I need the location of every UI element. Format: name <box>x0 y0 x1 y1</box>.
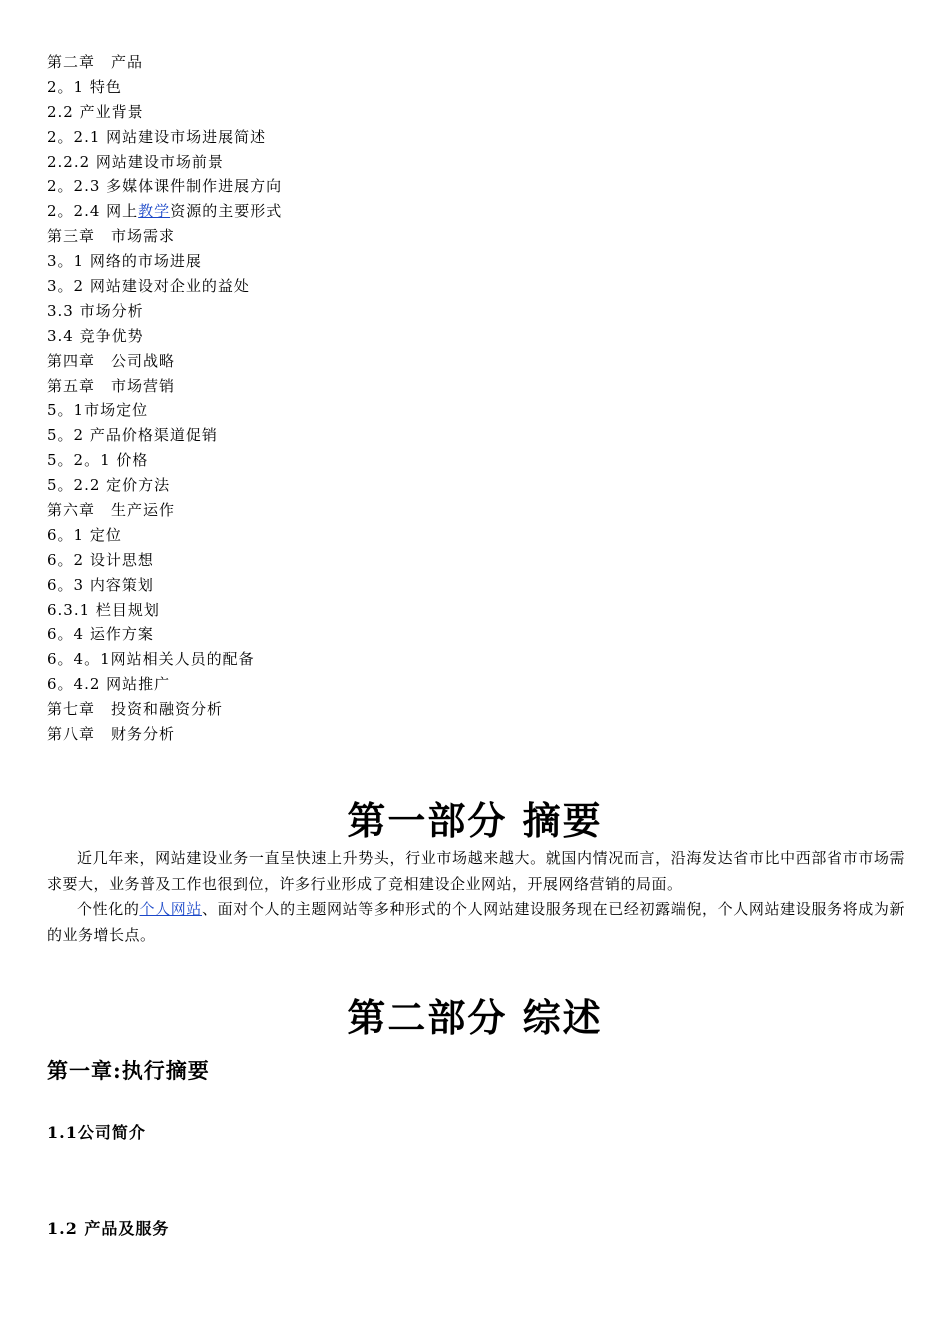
toc-entry: 3。1 网络的市场进展 <box>47 252 202 271</box>
toc-entry: 2。2.1 网站建设市场进展简述 <box>47 127 267 146</box>
toc-entry: 第七章 投资和融资分析 <box>47 700 224 719</box>
toc-entry: 2。1 特色 <box>47 77 122 96</box>
toc-entry: 6。3 内容策划 <box>47 575 154 594</box>
toc-entry: 第六章 生产运作 <box>47 501 176 520</box>
table-of-contents <box>47 50 907 747</box>
toc-entry: 第四章 公司战略 <box>47 351 176 370</box>
toc-entry: 第八章 财务分析 <box>47 725 176 744</box>
toc-entry: 2.2.2 网站建设市场前景 <box>47 152 224 171</box>
toc-entry-with-link <box>47 199 907 224</box>
toc-entry: 5。2。1 价格 <box>47 451 149 470</box>
toc-entry: 6。4 运作方案 <box>47 625 154 644</box>
toc-entry: 6。2 设计思想 <box>47 550 154 569</box>
toc-entry: 6。4.2 网站推广 <box>47 675 171 694</box>
toc-entry: 2。2.3 多媒体课件制作进展方向 <box>47 177 283 196</box>
summary-body <box>47 846 905 948</box>
toc-entry: 5。2 产品价格渠道促销 <box>47 426 218 445</box>
toc-text: 2。2.4 网上 <box>47 202 139 221</box>
toc-text: 资源的主要形式 <box>170 202 283 221</box>
toc-entry: 3.3 市场分析 <box>47 301 144 320</box>
section-1-1-heading: 1.1公司简介 <box>47 1123 146 1142</box>
toc-entry: 3.4 竞争优势 <box>47 326 144 345</box>
summary-paragraph-1: 近几年来，网站建设业务一直呈快速上升势头，行业市场越来越大。就国内情况而言，沿海发达省市比中西部省市市场需求要大，业务普及工作也很到位，许多行业形成了竞相建设企业网站，开展网络营销的局面。 <box>47 849 905 893</box>
teaching-link[interactable]: 教学 <box>138 202 171 221</box>
toc-entry: 5。1市场定位 <box>47 401 149 420</box>
part1-title: 第一部分 摘要 <box>347 798 603 843</box>
toc-entry: 第五章 市场营销 <box>47 376 176 395</box>
toc-entry: 3。2 网站建设对企业的益处 <box>47 277 250 296</box>
toc-entry: 5。2.2 定价方法 <box>47 476 171 495</box>
paragraph-text: 个性化的 <box>77 900 140 918</box>
section-1-2-heading: 1.2 产品及服务 <box>47 1219 170 1238</box>
chapter1-heading: 第一章:执行摘要 <box>47 1058 210 1083</box>
toc-entry: 6.3.1 栏目规划 <box>47 600 160 619</box>
summary-paragraph-2 <box>47 897 905 948</box>
toc-entry: 2.2 产业背景 <box>47 102 144 121</box>
part2-title: 第二部分 综述 <box>347 995 603 1040</box>
toc-entry: 6。4。1网站相关人员的配备 <box>47 650 255 669</box>
paragraph-text: 、面对个人的主题网站等多种形式的个人网站建设服务现在已经初露端倪，个人网站建设服务将成为新的业务增长点。 <box>47 900 905 944</box>
toc-entry: 6。1 定位 <box>47 525 122 544</box>
personal-website-link[interactable]: 个人网站 <box>139 900 202 918</box>
toc-entry: 第二章 产品 <box>47 53 144 71</box>
toc-entry: 第三章 市场需求 <box>47 227 176 246</box>
